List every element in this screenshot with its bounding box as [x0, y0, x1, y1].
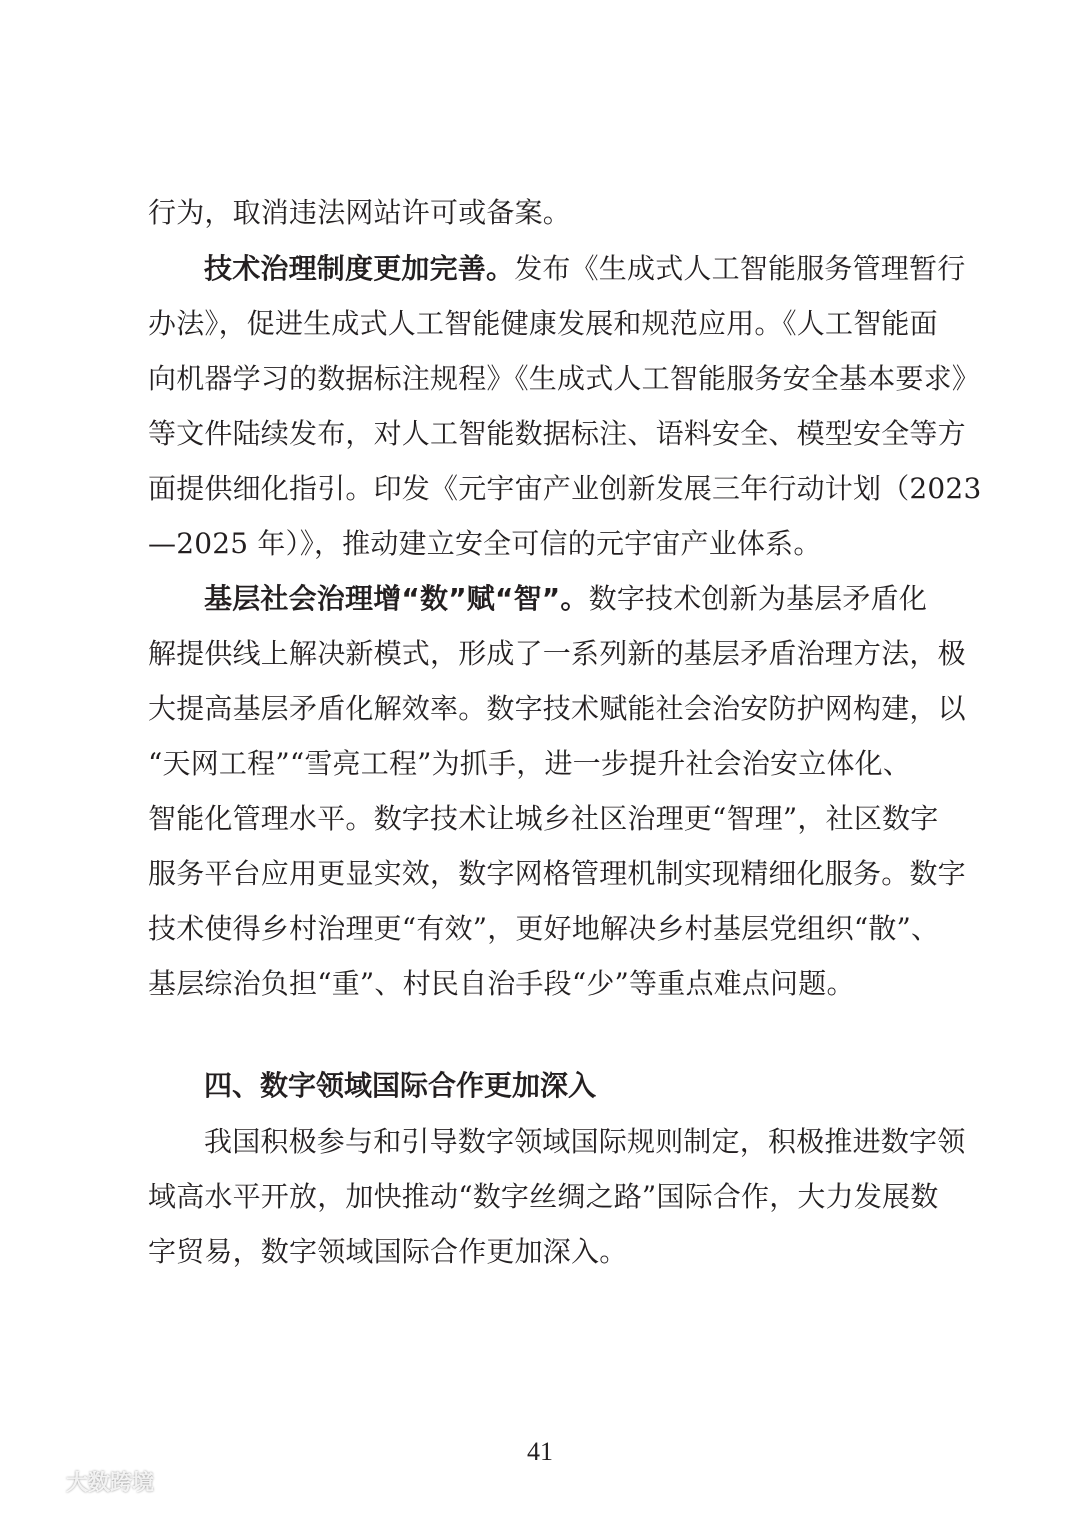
- paragraph-line: 等文件陆续发布，对人工智能数据标注、语料安全、模型安全等方: [148, 417, 966, 450]
- paragraph-line: [204, 252, 966, 286]
- paragraph-line: [204, 582, 934, 616]
- paragraph-line: 我国积极参与和引导数字领域国际规则制定，积极推进数字领: [204, 1125, 966, 1158]
- paragraph-line: 字贸易，数字领域国际合作更加深入。: [148, 1235, 628, 1268]
- paragraph-line: 办法》，促进生成式人工智能健康发展和规范应用。《人工智能面: [148, 307, 938, 340]
- section-heading: 四、数字领域国际合作更加深入: [204, 1069, 597, 1102]
- paragraph-lead: 基层社会治理增“数”赋“智”。: [204, 582, 589, 615]
- paragraph-line: 面提供细化指引。印发《元宇宙产业创新发展三年行动计划（2023: [148, 472, 982, 505]
- paragraph-line: “天网工程”“雪亮工程”为抓手，进一步提升社会治安立体化、: [148, 747, 912, 780]
- paragraph-line: 域高水平开放，加快推动“数字丝绸之路”国际合作，大力发展数: [148, 1180, 939, 1213]
- weibo-logo-icon: [12, 1467, 60, 1497]
- paragraph-lead: 技术治理制度更加完善。: [204, 252, 515, 285]
- watermark-text: 大数跨境: [66, 1471, 155, 1496]
- paragraph-line: 服务平台应用更显实效，数字网格管理机制实现精细化服务。数字: [148, 857, 966, 890]
- paragraph-line: 大提高基层矛盾化解效率。数字技术赋能社会治安防护网构建，以: [148, 692, 966, 725]
- body-line: 行为，取消违法网站许可或备案。: [148, 196, 572, 229]
- paragraph-text: 数字技术创新为基层矛盾化: [588, 582, 928, 615]
- paragraph-line: 解提供线上解决新模式，形成了一系列新的基层矛盾治理方法，极: [148, 637, 966, 670]
- paragraph-text: 发布《生成式人工智能服务管理暂行: [514, 252, 966, 285]
- watermark: [12, 1466, 154, 1497]
- paragraph-line: 基层综治负担“重”、村民自治手段“少”等重点难点问题。: [148, 967, 855, 1000]
- paragraph-line: —2025 年）》，推动建立安全可信的元宇宙产业体系。: [148, 527, 822, 560]
- paragraph-line: 技术使得乡村治理更“有效”，更好地解决乡村基层党组织“散”、: [148, 912, 940, 945]
- paragraph-line: 智能化管理水平。数字技术让城乡社区治理更“智理”，社区数字: [148, 802, 939, 835]
- paragraph-line: 向机器学习的数据标注规程》《生成式人工智能服务安全基本要求》: [148, 362, 981, 395]
- page-number: 41: [527, 1437, 553, 1466]
